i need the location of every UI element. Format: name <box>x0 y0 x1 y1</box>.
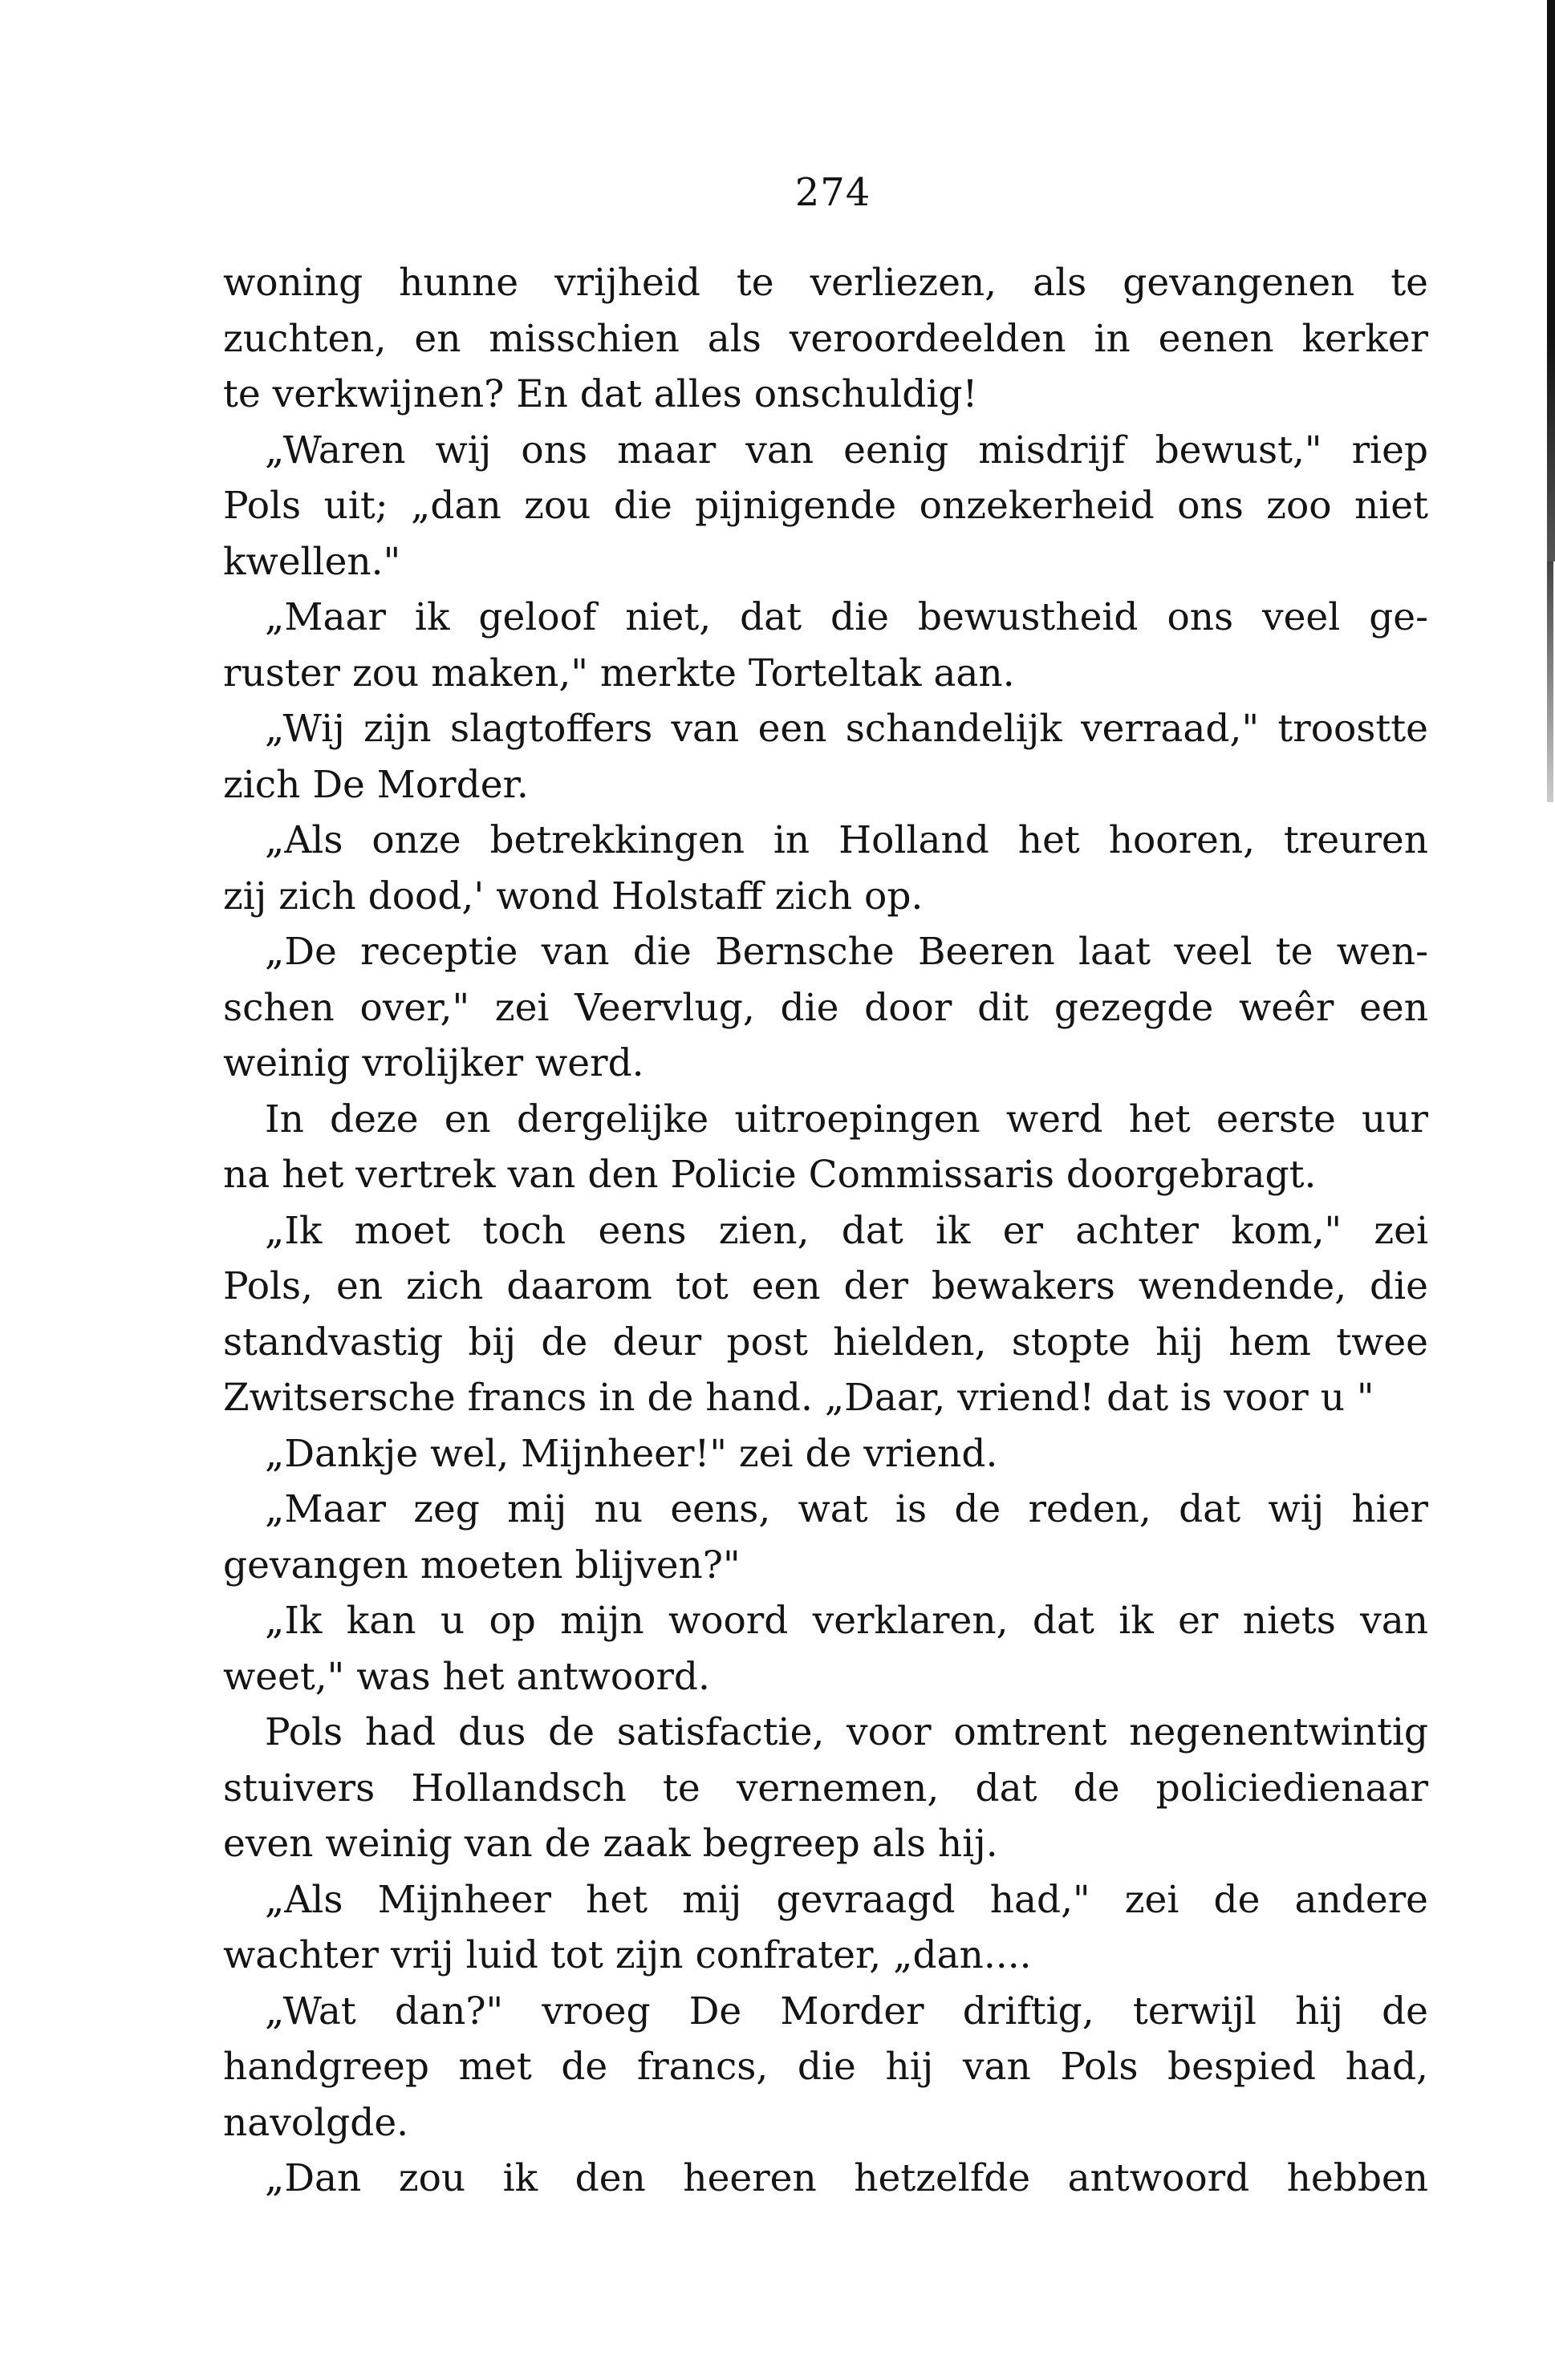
text-line: Pols had dus de satisfactie, voor omtrent negenentwintig <box>265 1710 1428 1754</box>
text-line: kwellen." <box>223 539 401 584</box>
text-line: „Als onze betrekkingen in Holland het hooren, treuren <box>265 818 1428 862</box>
text-line: In deze en dergelijke uitroepingen werd het eerste uur <box>265 1097 1428 1141</box>
text-line: „Ik kan u op mijn woord verklaren, dat ik er niets van <box>265 1599 1428 1643</box>
text-line: schen over," zei Veervlug, die door dit gezegde weêr een <box>223 985 1428 1030</box>
text-line: te verkwijnen? En dat alles onschuldig! <box>223 372 978 416</box>
binding-edge <box>1547 0 1555 562</box>
binding-edge-shadow <box>1547 562 1553 802</box>
text-line: stuivers Hollandsch te vernemen, dat de policiedienaar <box>223 1766 1428 1810</box>
page-number: 274 <box>794 170 871 215</box>
text-line: standvastig bij de deur post hielden, stopte hij hem twee <box>223 1320 1428 1364</box>
text-line: Pols, en zich daarom tot een der bewakers wendende, die <box>223 1264 1428 1308</box>
text-line: wachter vrij luid tot zijn confrater, „dan.... <box>223 1933 1032 1977</box>
text-line: „De receptie van die Bernsche Beeren laat veel te wen- <box>265 930 1428 974</box>
text-line: „Als Mijnheer het mij gevraagd had," zei de andere <box>265 1877 1428 1922</box>
text-line: woning hunne vrijheid te verliezen, als gevangenen te <box>223 261 1428 305</box>
text-line: „Wij zijn slagtoffers van een schandelijk verraad," troostte <box>265 707 1428 751</box>
text-line: navolgde. <box>223 2100 409 2145</box>
text-line: ruster zou maken," merkte Torteltak aan. <box>223 651 1015 695</box>
text-line: „Maar zeg mij nu eens, wat is de reden, dat wij hier <box>265 1487 1428 1531</box>
text-line: Pols uit; „dan zou die pijnigende onzekerheid ons zoo niet <box>223 484 1428 528</box>
text-line: Zwitsersche francs in de hand. „Daar, vriend! dat is voor u " <box>223 1376 1374 1420</box>
body-text <box>223 255 1428 2207</box>
text-line: „Maar ik geloof niet, dat die bewustheid ons veel ge- <box>265 595 1428 639</box>
text-line: na het vertrek van den Policie Commissaris doorgebragt. <box>223 1153 1317 1197</box>
text-line: „Waren wij ons maar van eenig misdrijf bewust," riep <box>265 428 1428 472</box>
text-line: „Dan zou ik den heeren hetzelfde antwoord hebben <box>265 2156 1428 2200</box>
text-line: „Ik moet toch eens zien, dat ik er achter kom," zei <box>265 1208 1428 1253</box>
text-line: handgreep met de francs, die hij van Pols bespied had, <box>223 2045 1428 2089</box>
text-line: zuchten, en misschien als veroordeelden in eenen kerker <box>223 316 1428 361</box>
text-line: zich De Morder. <box>223 762 529 807</box>
text-line: „Dankje wel, Mijnheer!" zei de vriend. <box>265 1431 998 1476</box>
text-line: weinig vrolijker werd. <box>223 1041 644 1085</box>
text-line: „Wat dan?" vroeg De Morder driftig, terwijl hij de <box>265 1989 1428 2033</box>
text-line: even weinig van de zaak begreep als hij. <box>223 1822 998 1866</box>
text-line: gevangen moeten blijven?" <box>223 1543 741 1587</box>
text-line: weet," was het antwoord. <box>223 1654 710 1699</box>
text-line: zij zich dood,' wond Holstaff zich op. <box>223 874 924 918</box>
